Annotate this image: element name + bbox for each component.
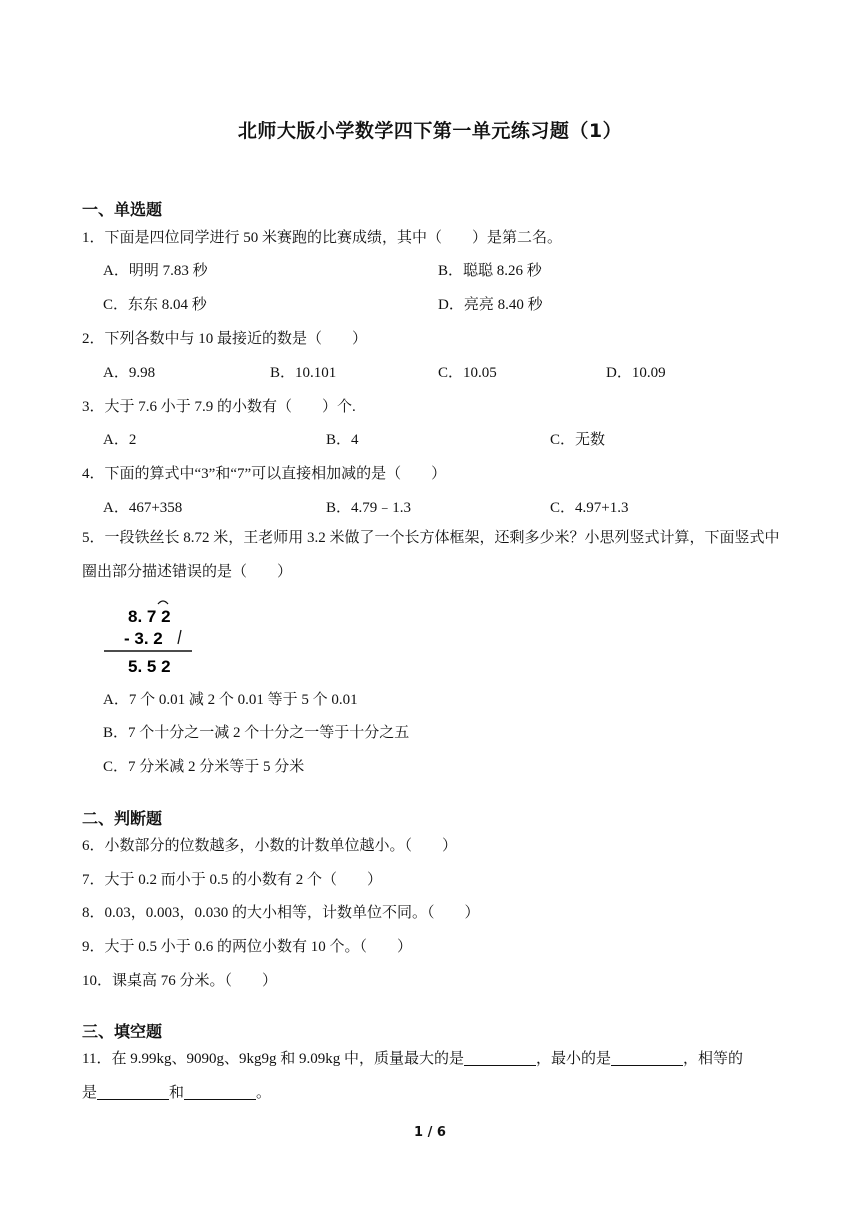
question-11-text-4: 是: [82, 1085, 98, 1101]
question-3-option-b: B．4: [326, 432, 359, 448]
page-number: 1 / 6: [414, 1125, 446, 1140]
question-2-option-a: A．9.98: [103, 365, 156, 381]
question-3-option-a: A．2: [103, 432, 137, 448]
question-1-option-a: A．明明 7.83 秒: [103, 263, 208, 279]
answer-blank-3[interactable]: [97, 1083, 169, 1100]
question-1-option-c: C．东东 8.04 秒: [103, 297, 207, 313]
vertical-subtraction-figure: [98, 598, 208, 678]
question-11-text-3: ，相等的: [682, 1051, 743, 1067]
question-11-line-2: [82, 1081, 271, 1102]
question-3-option-c: C．无数: [550, 432, 606, 448]
question-6: 6．小数部分的位数越多，小数的计数单位越小。（ ）: [82, 838, 458, 854]
calc-line-2: - 3. 2: [124, 629, 163, 648]
answer-blank-1[interactable]: [464, 1049, 536, 1066]
question-5-option-a: A．7 个 0.01 减 2 个 0.01 等于 5 个 0.01: [103, 692, 358, 708]
question-4-option-a: A．467+358: [103, 500, 183, 516]
question-7: 7．大于 0.2 而小于 0.5 的小数有 2 个（ ）: [82, 872, 383, 888]
question-11-line-1: [82, 1047, 743, 1068]
section-heading-fill-in: 三、填空题: [82, 1022, 163, 1041]
section-heading-single-choice: 一、单选题: [82, 200, 163, 219]
question-1-stem: 1．下面是四位同学进行 50 米赛跑的比赛成绩，其中（ ）是第二名。: [82, 230, 563, 246]
question-11-text-5: 和: [169, 1085, 185, 1101]
question-11-text-1: 11．在 9.99kg、9090g、9kg9g 和 9.09kg 中，质量最大的是: [82, 1051, 464, 1067]
question-4-option-c: C．4.97+1.3: [550, 500, 629, 516]
question-4-stem: 4．下面的算式中“3”和“7”可以直接相加减的是（ ）: [82, 466, 447, 482]
question-11-text-6: 。: [256, 1085, 272, 1101]
question-8: 8．0.03，0.003，0.030 的大小相等，计数单位不同。（ ）: [82, 905, 480, 921]
question-5-stem: 5．一段铁丝长 8.72 米，王老师用 3.2 米做了一个长方体框架，还剩多少米？小思列竖式计算，下面竖式中圈出部分描述错误的是（ ）: [82, 530, 780, 580]
answer-blank-2[interactable]: [611, 1049, 683, 1066]
section-heading-true-false: 二、判断题: [82, 809, 163, 828]
circle-mark-icon: [158, 601, 168, 604]
question-4-option-b: B．4.79﹣1.3: [326, 500, 412, 516]
question-9: 9．大于 0.5 小于 0.6 的两位小数有 10 个。（ ）: [82, 939, 413, 955]
calc-line-3: 5. 5 2: [128, 657, 171, 676]
question-2-option-d: D．10.09: [606, 365, 666, 381]
question-2-option-b: B．10.101: [270, 365, 337, 381]
question-10: 10．课桌高 76 分米。（ ）: [82, 973, 278, 989]
question-1-option-b: B．聪聪 8.26 秒: [438, 263, 542, 279]
answer-blank-4[interactable]: [184, 1083, 256, 1100]
question-11-text-2: ，最小的是: [535, 1051, 611, 1067]
question-5-option-b: B．7 个十分之一减 2 个十分之一等于十分之五: [103, 725, 410, 741]
question-5-option-c: C．7 分米减 2 分米等于 5 分米: [103, 759, 305, 775]
question-3-stem: 3．大于 7.6 小于 7.9 的小数有（ ）个.: [82, 399, 356, 415]
circle-mark-stroke-icon: [178, 630, 181, 644]
calc-line-1: 8. 7 2: [128, 607, 171, 626]
question-1-option-d: D．亮亮 8.40 秒: [438, 297, 543, 313]
question-2-option-c: C．10.05: [438, 365, 497, 381]
page-title: 北师大版小学数学四下第一单元练习题（1）: [237, 120, 623, 142]
question-2-stem: 2．下列各数中与 10 最接近的数是（ ）: [82, 331, 368, 347]
